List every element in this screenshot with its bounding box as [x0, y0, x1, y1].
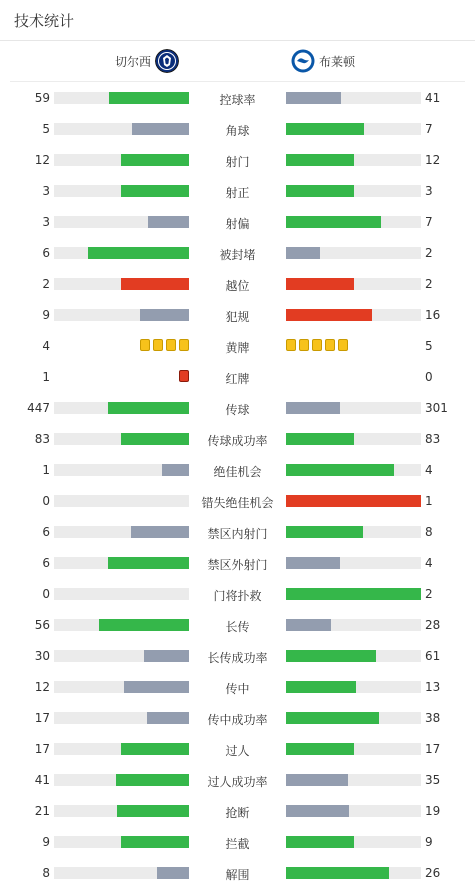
away-stat-bar	[286, 216, 421, 228]
home-stat-bar	[54, 557, 189, 569]
stat-row	[0, 584, 475, 604]
stat-row	[0, 336, 475, 356]
away-stat-value: 7	[425, 215, 433, 229]
stat-row	[0, 212, 475, 232]
stat-row	[0, 398, 475, 418]
home-stat-bar	[54, 92, 189, 104]
yellow-card-icon	[179, 339, 189, 351]
home-stat-fill	[121, 836, 189, 848]
away-stat-value: 7	[425, 122, 433, 136]
chelsea-crest-icon	[155, 49, 179, 73]
home-stat-bar	[54, 588, 189, 600]
away-stat-bar	[286, 309, 421, 321]
yellow-card-icon	[338, 339, 348, 351]
stat-label: 传中成功率	[207, 713, 268, 727]
away-stat-fill	[286, 278, 354, 290]
home-stat-value: 9	[42, 308, 50, 322]
away-stat-value: 17	[425, 742, 441, 756]
away-stat-value: 26	[425, 866, 441, 880]
home-stat-bar	[54, 247, 189, 259]
away-stat-bar	[286, 123, 421, 135]
home-stat-bar	[54, 681, 189, 693]
home-stat-value: 1	[42, 370, 50, 384]
stat-row	[0, 88, 475, 108]
stat-row	[0, 522, 475, 542]
away-stat-fill	[286, 588, 421, 600]
away-cards	[286, 339, 348, 353]
home-stat-bar	[54, 836, 189, 848]
away-stat-bar	[286, 92, 421, 104]
stat-row	[0, 305, 475, 325]
stat-row	[0, 770, 475, 790]
away-stat-value: 61	[425, 649, 441, 663]
away-stat-value: 4	[425, 556, 433, 570]
home-stat-fill	[162, 464, 189, 476]
home-stat-value: 30	[34, 649, 50, 663]
home-stat-bar	[54, 526, 189, 538]
home-stat-value: 4	[42, 339, 50, 353]
away-team[interactable]	[291, 49, 355, 73]
away-stat-bar	[286, 247, 421, 259]
away-stat-bar	[286, 805, 421, 817]
yellow-card-icon	[299, 339, 309, 351]
away-stat-bar	[286, 185, 421, 197]
home-stat-fill	[132, 123, 189, 135]
away-stat-fill	[286, 464, 394, 476]
away-stat-bar	[286, 588, 421, 600]
away-stat-fill	[286, 774, 348, 786]
stat-label: 长传	[225, 620, 250, 634]
stat-label: 传球	[225, 403, 250, 417]
away-stat-bar	[286, 619, 421, 631]
home-stat-value: 5	[42, 122, 50, 136]
stat-label: 传球成功率	[207, 434, 268, 448]
home-stat-value: 21	[34, 804, 50, 818]
home-stat-value: 17	[34, 711, 50, 725]
home-stat-fill	[157, 867, 189, 879]
away-stat-value: 9	[425, 835, 433, 849]
away-stat-bar	[286, 743, 421, 755]
home-stat-value: 447	[27, 401, 50, 415]
home-stat-fill	[121, 185, 189, 197]
away-stat-fill	[286, 495, 421, 507]
stat-row	[0, 491, 475, 511]
home-stat-bar	[54, 123, 189, 135]
home-stat-bar	[54, 712, 189, 724]
away-stat-bar	[286, 650, 421, 662]
stat-label: 角球	[225, 124, 250, 138]
away-stat-value: 4	[425, 463, 433, 477]
home-stat-value: 2	[42, 277, 50, 291]
home-stat-value: 41	[34, 773, 50, 787]
stat-row	[0, 615, 475, 635]
away-stat-fill	[286, 92, 341, 104]
home-stat-bar	[54, 278, 189, 290]
away-stat-fill	[286, 650, 376, 662]
home-stat-value: 59	[34, 91, 50, 105]
home-stat-fill	[116, 774, 189, 786]
stat-label: 拦截	[225, 837, 250, 851]
away-stat-fill	[286, 805, 349, 817]
stat-label: 绝佳机会	[213, 465, 262, 479]
away-stat-value: 0	[425, 370, 433, 384]
away-stat-fill	[286, 402, 340, 414]
home-stat-fill	[108, 557, 189, 569]
home-stat-value: 0	[42, 494, 50, 508]
away-stat-bar	[286, 712, 421, 724]
stat-label: 射门	[225, 155, 250, 169]
home-team[interactable]	[115, 49, 179, 73]
home-stat-fill	[121, 743, 189, 755]
away-stat-value: 3	[425, 184, 433, 198]
away-stat-fill	[286, 309, 372, 321]
away-stat-bar	[286, 278, 421, 290]
stat-row	[0, 832, 475, 852]
home-stat-value: 17	[34, 742, 50, 756]
home-stat-bar	[54, 464, 189, 476]
home-stat-bar	[54, 495, 189, 507]
stat-label: 错失绝佳机会	[201, 496, 274, 510]
home-stat-fill	[99, 619, 189, 631]
home-stat-value: 12	[34, 680, 50, 694]
away-stat-fill	[286, 433, 354, 445]
stat-label: 禁区内射门	[207, 527, 268, 541]
away-stat-fill	[286, 526, 363, 538]
stat-label: 传中	[225, 682, 250, 696]
away-stat-fill	[286, 154, 354, 166]
away-stat-value: 19	[425, 804, 441, 818]
home-stat-value: 6	[42, 246, 50, 260]
away-stat-bar	[286, 464, 421, 476]
stat-label: 控球率	[219, 93, 256, 107]
away-stat-value: 28	[425, 618, 441, 632]
away-stat-value: 2	[425, 277, 433, 291]
home-stat-fill	[117, 805, 189, 817]
brighton-crest-icon	[291, 49, 315, 73]
away-stat-bar	[286, 154, 421, 166]
stat-row	[0, 708, 475, 728]
yellow-card-icon	[286, 339, 296, 351]
home-stat-value: 6	[42, 525, 50, 539]
home-stat-bar	[54, 185, 189, 197]
home-stat-bar	[54, 154, 189, 166]
away-stat-value: 12	[425, 153, 441, 167]
home-stat-value: 3	[42, 184, 50, 198]
home-stat-fill	[88, 247, 189, 259]
stat-row	[0, 429, 475, 449]
home-team-name: 切尔西	[114, 54, 151, 69]
away-stat-bar	[286, 433, 421, 445]
away-stat-bar	[286, 867, 421, 879]
home-stat-bar	[54, 743, 189, 755]
home-stat-value: 0	[42, 587, 50, 601]
yellow-card-icon	[140, 339, 150, 351]
away-team-name: 布莱顿	[319, 54, 356, 69]
home-stat-fill	[144, 650, 189, 662]
stat-label: 禁区外射门	[207, 558, 268, 572]
stat-row	[0, 274, 475, 294]
away-stat-bar	[286, 681, 421, 693]
stat-label: 射偏	[225, 217, 250, 231]
stat-row	[0, 646, 475, 666]
away-stat-value: 2	[425, 246, 433, 260]
away-stat-fill	[286, 836, 354, 848]
home-stat-value: 83	[34, 432, 50, 446]
home-stat-fill	[121, 154, 189, 166]
home-stat-bar	[54, 402, 189, 414]
home-stat-fill	[124, 681, 189, 693]
away-stat-bar	[286, 774, 421, 786]
stat-row	[0, 739, 475, 759]
stat-row	[0, 863, 475, 883]
yellow-card-icon	[153, 339, 163, 351]
home-stat-value: 9	[42, 835, 50, 849]
stat-label: 抢断	[225, 806, 250, 820]
stat-label: 门将扑救	[213, 589, 262, 603]
stat-label: 被封堵	[219, 248, 256, 262]
away-stat-value: 1	[425, 494, 433, 508]
home-stat-value: 56	[34, 618, 50, 632]
stat-label: 黄牌	[225, 341, 250, 355]
away-stat-fill	[286, 185, 354, 197]
home-stat-bar	[54, 619, 189, 631]
stat-row	[0, 243, 475, 263]
home-stat-fill	[121, 278, 189, 290]
away-stat-fill	[286, 681, 356, 693]
stat-label: 解围	[225, 868, 250, 882]
home-stat-fill	[109, 92, 189, 104]
home-stat-fill	[147, 712, 189, 724]
home-stat-bar	[54, 774, 189, 786]
away-stat-value: 35	[425, 773, 441, 787]
away-stat-bar	[286, 526, 421, 538]
home-stat-bar	[54, 867, 189, 879]
home-stat-bar	[54, 650, 189, 662]
stat-label: 红牌	[225, 372, 250, 386]
home-stat-fill	[140, 309, 189, 321]
away-stat-bar	[286, 402, 421, 414]
section-header	[0, 0, 475, 41]
stat-row	[0, 553, 475, 573]
teams-bar	[10, 41, 465, 82]
away-stat-value: 301	[425, 401, 448, 415]
stat-label: 长传成功率	[207, 651, 268, 665]
away-stat-fill	[286, 557, 340, 569]
stat-label: 射正	[225, 186, 250, 200]
home-stat-bar	[54, 309, 189, 321]
stat-row	[0, 181, 475, 201]
away-stat-fill	[286, 867, 389, 879]
stat-label: 过人	[225, 744, 250, 758]
away-stat-value: 5	[425, 339, 433, 353]
stat-label: 过人成功率	[207, 775, 268, 789]
stat-row	[0, 150, 475, 170]
away-stat-fill	[286, 743, 354, 755]
section-title: 技术统计	[14, 11, 75, 30]
away-stat-value: 83	[425, 432, 441, 446]
stat-row	[0, 119, 475, 139]
away-stat-value: 38	[425, 711, 441, 725]
stat-row	[0, 460, 475, 480]
home-stat-value: 12	[34, 153, 50, 167]
home-stat-bar	[54, 433, 189, 445]
home-cards	[140, 339, 189, 353]
red-card-icon	[179, 370, 189, 382]
home-stat-fill	[108, 402, 189, 414]
home-stat-value: 6	[42, 556, 50, 570]
away-stat-value: 13	[425, 680, 441, 694]
home-stat-fill	[121, 433, 189, 445]
away-stat-bar	[286, 495, 421, 507]
away-stat-value: 8	[425, 525, 433, 539]
stat-row	[0, 367, 475, 387]
away-stat-bar	[286, 557, 421, 569]
home-stat-value: 3	[42, 215, 50, 229]
away-stat-value: 2	[425, 587, 433, 601]
home-stat-bar	[54, 216, 189, 228]
yellow-card-icon	[166, 339, 176, 351]
yellow-card-icon	[325, 339, 335, 351]
away-stat-fill	[286, 712, 379, 724]
away-stat-fill	[286, 216, 381, 228]
away-stat-value: 16	[425, 308, 441, 322]
away-stat-fill	[286, 123, 364, 135]
home-stat-fill	[131, 526, 189, 538]
away-stat-fill	[286, 619, 331, 631]
away-stat-bar	[286, 836, 421, 848]
stat-row	[0, 801, 475, 821]
home-stat-value: 1	[42, 463, 50, 477]
home-stat-fill	[148, 216, 189, 228]
home-stat-bar	[54, 805, 189, 817]
yellow-card-icon	[312, 339, 322, 351]
home-stat-value: 8	[42, 866, 50, 880]
stat-label: 越位	[225, 279, 250, 293]
stat-label: 犯规	[225, 310, 250, 324]
home-cards	[179, 370, 189, 384]
stat-row	[0, 677, 475, 697]
away-stat-fill	[286, 247, 320, 259]
away-stat-value: 41	[425, 91, 441, 105]
